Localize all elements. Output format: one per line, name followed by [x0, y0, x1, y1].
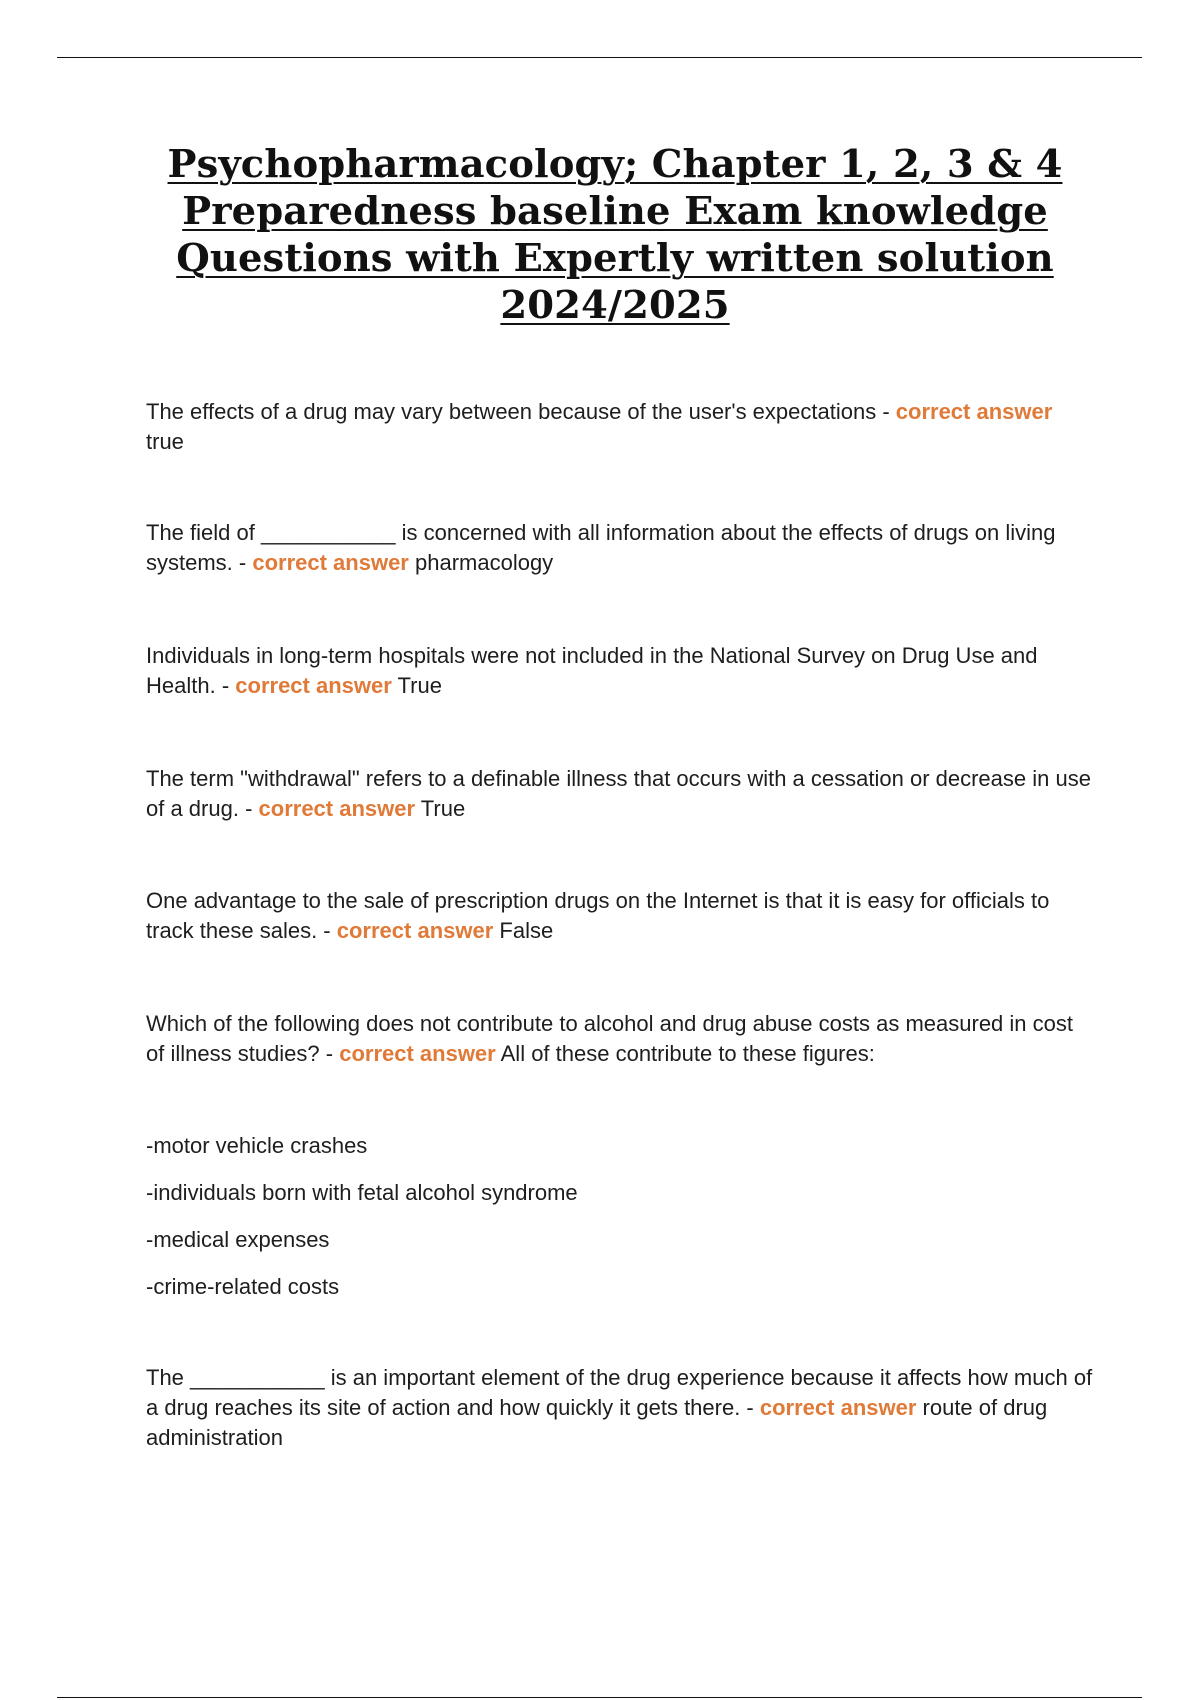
correct-answer-label: correct answer: [895, 399, 1053, 424]
question-text: The ___________ is an important element of the drug experience because it affects how much of a drug reaches its site of action and how quickly it gets there. -: [146, 1365, 1093, 1420]
qa-item-7: [146, 1363, 1096, 1453]
answer-text: True: [391, 673, 442, 698]
correct-answer-label: correct answer: [336, 918, 494, 943]
correct-answer-label: correct answer: [339, 1041, 496, 1066]
cost-contributors-list: [146, 1131, 578, 1319]
list-item: -crime-related costs: [146, 1274, 340, 1299]
top-rule: [57, 57, 1142, 58]
answer-text: pharmacology: [408, 550, 554, 575]
question-text: The effects of a drug may vary between because of the user's expectations -: [146, 399, 896, 424]
correct-answer-label: correct answer: [235, 673, 392, 698]
bottom-rule: [57, 1697, 1142, 1698]
correct-answer-label: correct answer: [252, 550, 409, 575]
question-text: Individuals in long-term hospitals were not included in the National Survey on Drug Use and Health. -: [146, 643, 1038, 698]
question-text: Which of the following does not contribute to alcohol and drug abuse costs as measured in cost of illness studies? -: [146, 1011, 1073, 1066]
answer-text: False: [493, 918, 554, 943]
list-item: -medical expenses: [146, 1227, 330, 1252]
question-text: The field of ___________ is concerned with all information about the effects of drugs on living systems. -: [146, 520, 1056, 575]
answer-text: All of these contribute to these figures:: [495, 1041, 875, 1066]
question-text: One advantage to the sale of prescription drugs on the Internet is that it is easy for officials to track these sales. -: [146, 888, 1050, 943]
list-item: -individuals born with fetal alcohol syndrome: [146, 1180, 578, 1205]
qa-item-3: [146, 641, 1096, 701]
qa-item-4: [146, 764, 1096, 824]
list-item: -motor vehicle crashes: [146, 1133, 368, 1158]
answer-text: True: [415, 796, 466, 821]
document-title: Psychopharmacology; Chapter 1, 2, 3 & 4 Preparedness baseline Exam knowledge Questions with Expertly written solution 2024/2025: [167, 142, 1063, 328]
qa-item-6: [146, 1009, 1096, 1069]
qa-item-2: [146, 518, 1096, 578]
qa-item-5: [146, 886, 1096, 946]
correct-answer-label: correct answer: [759, 1395, 917, 1420]
qa-item-1: [146, 397, 1096, 457]
question-text: The term "withdrawal" refers to a definable illness that occurs with a cessation or decrease in use of a drug. -: [146, 766, 1091, 821]
answer-text: true: [146, 429, 184, 454]
correct-answer-label: correct answer: [258, 796, 416, 821]
answer-text: route of drug administration: [146, 1395, 1048, 1450]
